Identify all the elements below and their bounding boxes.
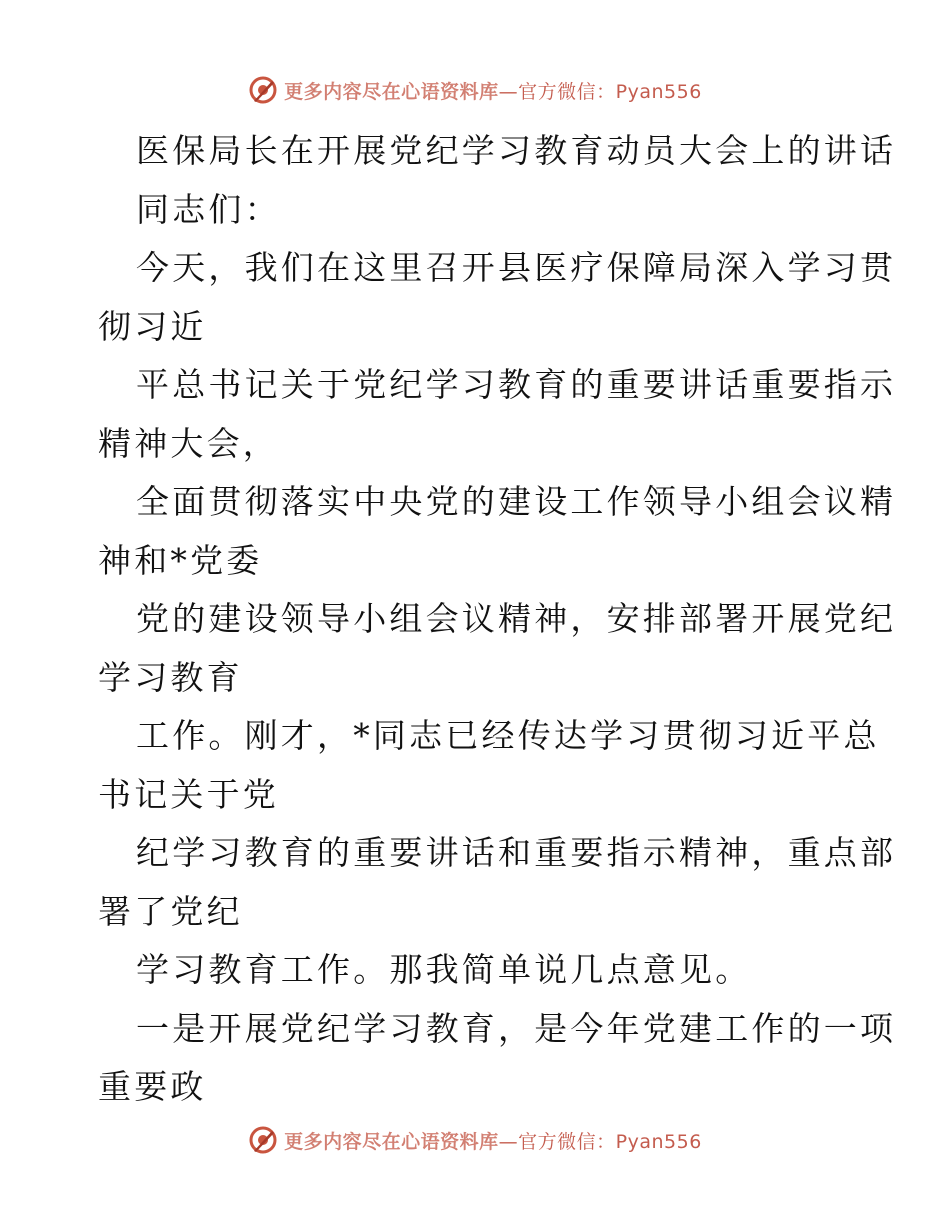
- paragraph-line: 署了党纪: [98, 891, 243, 931]
- document-title: 医保局长在开展党纪学习教育动员大会上的讲话: [136, 131, 897, 170]
- paragraph-line: 学习教育工作。那我简单说几点意见。: [136, 950, 752, 989]
- document-body: [98, 122, 897, 1117]
- paragraph-line: 党的建设领导小组会议精神，安排部署开展党纪: [136, 599, 897, 638]
- watermark-text: 更多内容尽在心语资料库—官方微信：Pyan556: [284, 1130, 702, 1153]
- salutation: 同志们：: [136, 189, 281, 229]
- paragraph-line: 今天，我们在这里召开县医疗保障局深入学习贯: [136, 248, 897, 287]
- paragraph-line: 纪学习教育的重要讲话和重要指示精神，重点部: [136, 833, 897, 872]
- paragraph-line: 重要政: [98, 1067, 207, 1106]
- paragraph-line: 工作。刚才，*同志已经传达学习贯彻习近平总: [136, 716, 880, 755]
- paragraph-line: 彻习近: [98, 306, 207, 346]
- watermark-banner-top: [0, 70, 950, 110]
- watermark-text: 更多内容尽在心语资料库—官方微信：Pyan556: [284, 80, 702, 103]
- paragraph-line: 神和*党委: [98, 540, 263, 580]
- quill-logo-icon: [248, 1125, 278, 1155]
- paragraph-line: 学习教育: [98, 657, 243, 697]
- watermark-banner-bottom: [0, 1120, 950, 1160]
- paragraph-line: 平总书记关于党纪学习教育的重要讲话重要指示: [136, 365, 897, 404]
- paragraph-line: 全面贯彻落实中央党的建设工作领导小组会议精: [136, 482, 897, 521]
- paragraph-line: 一是开展党纪学习教育，是今年党建工作的一项: [136, 1008, 897, 1048]
- paragraph-line: 精神大会，: [98, 423, 279, 463]
- paragraph-line: 书记关于党: [98, 774, 279, 814]
- quill-logo-icon: [248, 75, 278, 105]
